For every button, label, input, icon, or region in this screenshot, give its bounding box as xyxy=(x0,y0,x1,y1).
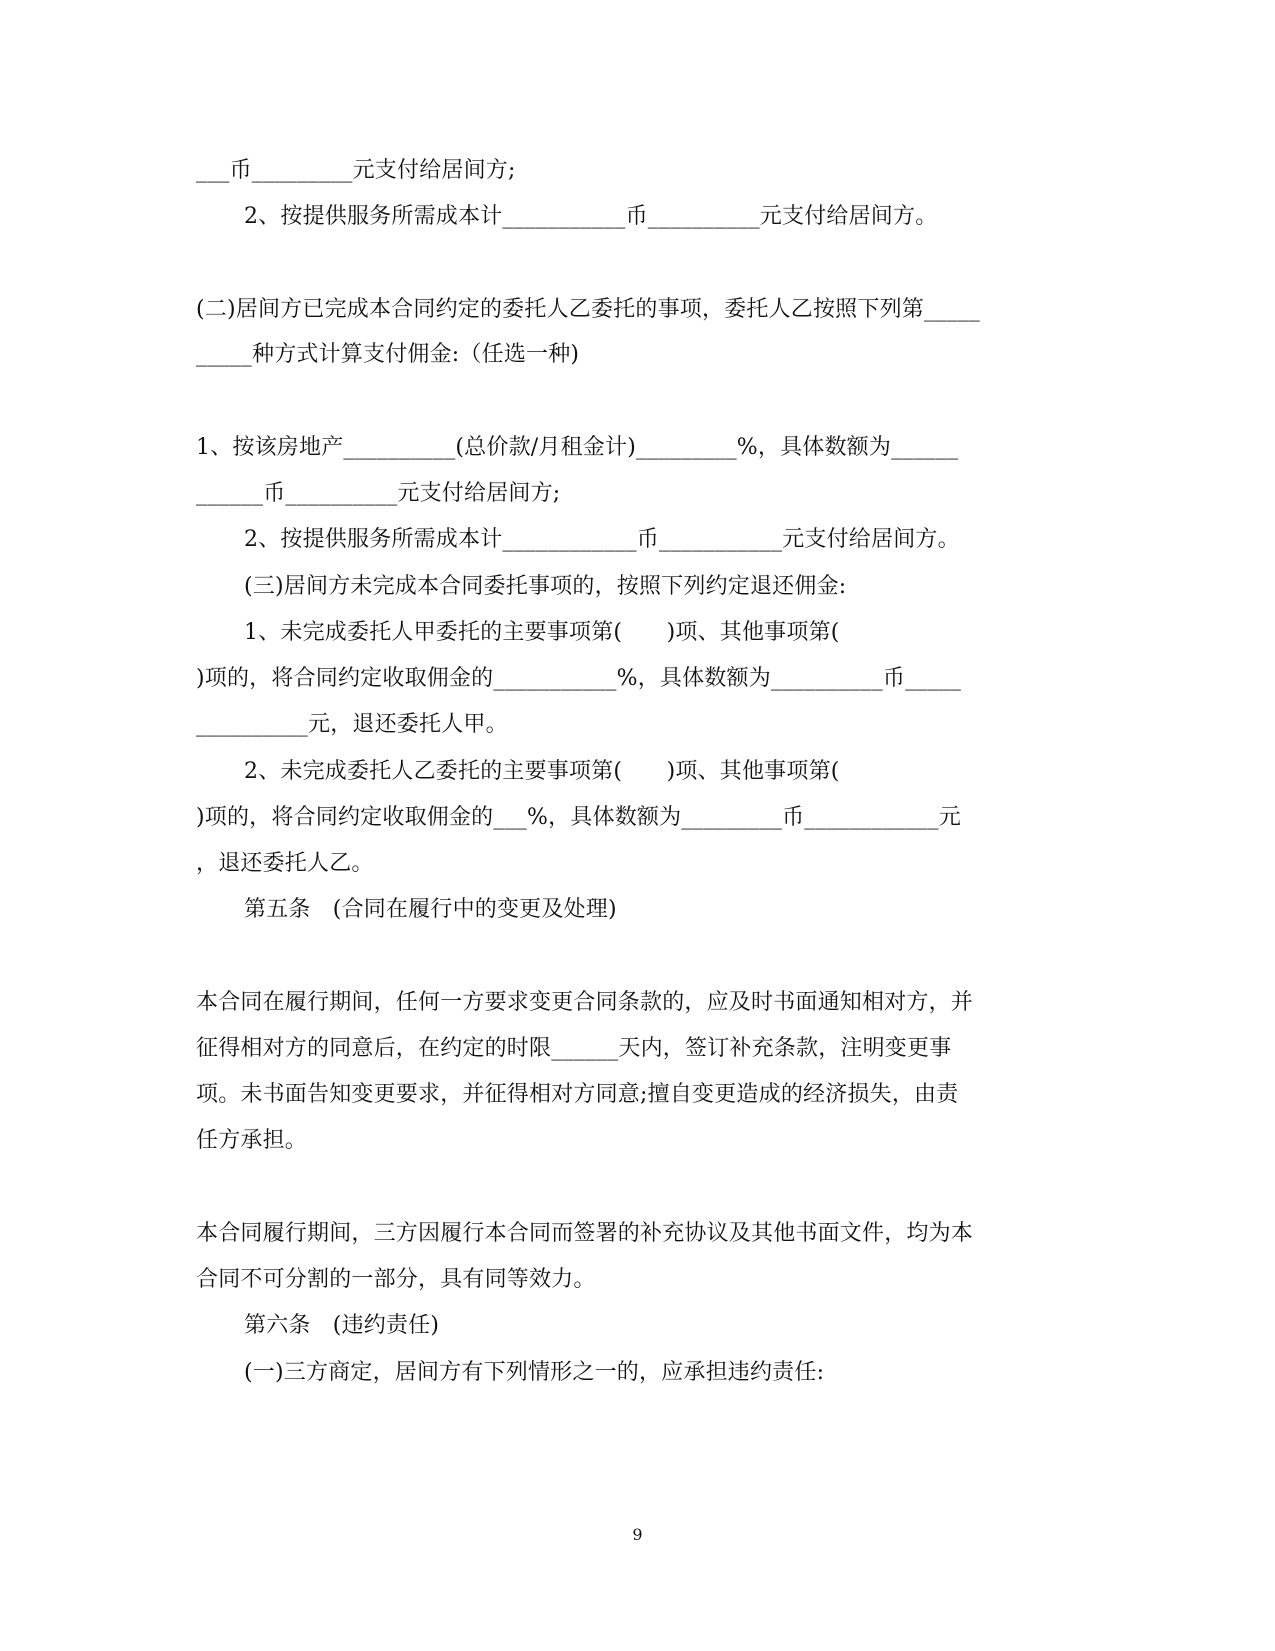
text-line: 2、按提供服务所需成本计____________币___________元支付给居间方。 xyxy=(244,527,960,552)
text-line: ______币__________元支付给居间方; xyxy=(196,481,561,506)
text-line: (一)三方商定，居间方有下列情形之一的，应承担违约责任: xyxy=(244,1360,825,1385)
text-line: (二)居间方已完成本合同约定的委托人乙委托的事项，委托人乙按照下列第_____ xyxy=(196,297,980,322)
text-line: __________元，退还委托人甲。 xyxy=(196,712,508,737)
text-line: )项的，将合同约定收取佣金的___________%，具体数额为__________币_____ xyxy=(196,666,962,691)
text-line: 项。未书面告知变更要求，并征得相对方同意;擅自变更造成的经济损失，由责 xyxy=(196,1082,959,1107)
section-heading: 第六条 (违约责任) xyxy=(244,1313,440,1338)
section-heading: 第五条 (合同在履行中的变更及处理) xyxy=(244,897,617,922)
text-line: 任方承担。 xyxy=(196,1128,308,1153)
text-line: )项的，将合同约定收取佣金的___%，具体数额为_________币____________元 xyxy=(196,805,961,830)
page-number: 9 xyxy=(632,1525,643,1544)
text-line: ，退还委托人乙。 xyxy=(196,851,374,876)
text-line: _____种方式计算支付佣金:（任选一种) xyxy=(196,342,580,367)
text-line: 1、按该房地产__________(总价款/月租金计)_________%，具体数额为______ xyxy=(196,435,959,460)
text-line: ___币_________元支付给居间方; xyxy=(196,158,516,183)
text-line: (三)居间方未完成本合同委托事项的，按照下列约定退还佣金: xyxy=(244,574,847,599)
text-line: 本合同履行期间，三方因履行本合同而签署的补充协议及其他书面文件，均为本 xyxy=(196,1221,974,1246)
text-line: 2、未完成委托人乙委托的主要事项第( )项、其他事项第( xyxy=(244,759,840,784)
text-line: 2、按提供服务所需成本计___________币__________元支付给居间方。 xyxy=(244,204,938,229)
text-line: 征得相对方的同意后，在约定的时限______天内，签订补充条款，注明变更事 xyxy=(196,1036,952,1061)
text-line: 本合同在履行期间，任何一方要求变更合同条款的，应及时书面通知相对方，并 xyxy=(196,990,974,1015)
text-line: 合同不可分割的一部分，具有同等效力。 xyxy=(196,1267,596,1292)
text-line: 1、未完成委托人甲委托的主要事项第( )项、其他事项第( xyxy=(244,620,840,645)
